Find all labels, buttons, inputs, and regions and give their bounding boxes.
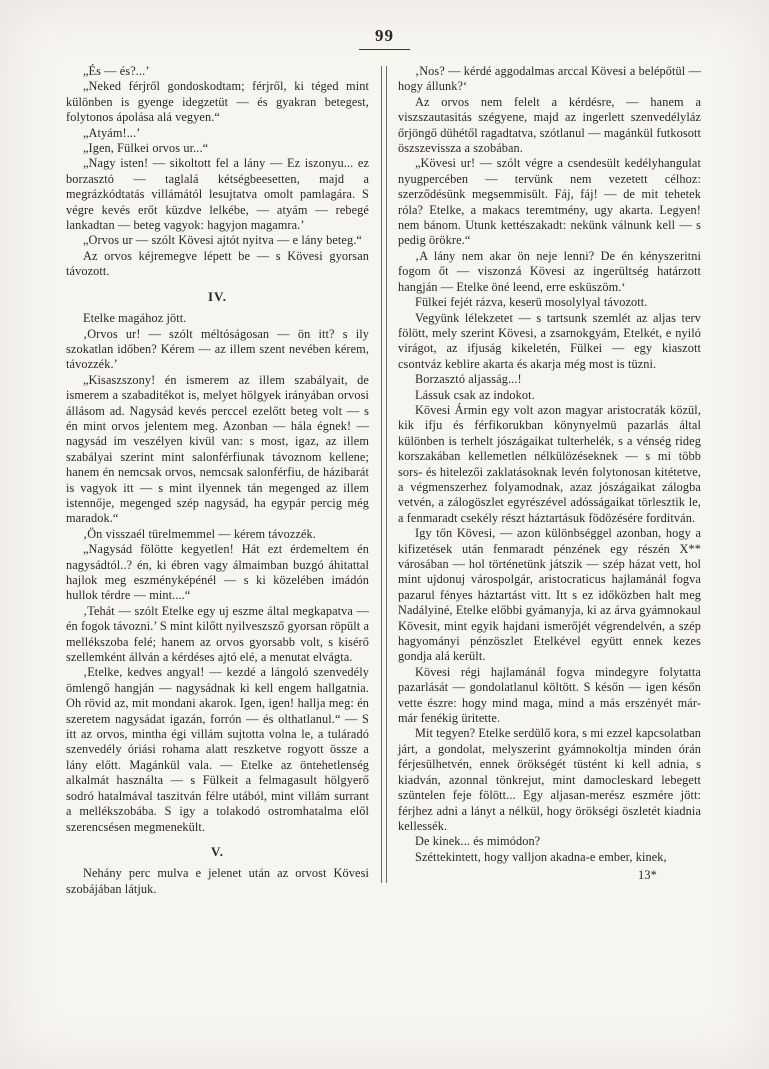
right-column — [398, 64, 701, 897]
paragraph: Nehány perc mulva e jelenet után az orvost Kövesi szobájában látjuk. — [66, 866, 369, 896]
paragraph: „Neked férjről gondoskodtam; férjről, ki téged mint különben is gyenge idegzetüt — és gyakran betegest, folytonos ápolása alá vegyen.“ — [66, 79, 369, 125]
paragraph: „Nagy isten! — sikoltott fel a lány — Ez iszonyu... ez borzasztó — taglalá kétségbeesetten, majd a megrázkódtatás villámától lesujtatva omolt pamlagára. S végre kevés erőt küzdve lelkébe, — atyám — rebegé lankadtan — beteg vagyok: hagyjon magamra.’ — [66, 156, 369, 233]
paragraph: ‚Ön visszaél türelmemmel — kérem távozzék. — [83, 526, 316, 541]
paragraph: Az orvos kéjremegve lépett be — s Kövesi gyorsan távozott. — [66, 248, 369, 279]
paragraph: ‚A lány nem akar ön neje lenni? De én kényszeritni fogom őt — viszonzá Kövesi az ingerültség határzott hangján — Etelke öné leend, erre esküszöm.‘ — [398, 248, 701, 294]
paragraph: „És — és?...’ — [83, 64, 150, 78]
paragraph: ‚Etelke, kedves angyal! — kezdé a lángoló szenvedély ömlengő hangján — nagysádnak ki kell engem hallgatnia. Oh rövid az, mit mondani akarok. Igen, igen! hallja meg: én szeretem nagysádat igazán, forrón — és olthatlanul.“ — S itt az orvos, mintha égi villám sujtotta volna le, a tuláradó szenvedély óriási rohama alatt reszketve rogyott össze a lány előtt. Magánkül vala. — Etelke az öntehetlenség alkalmát használta — s Fülkeit a felmagasult hölgyerő sodró hatalmával taszitván félre utából, mint villám surrant a mellékszobába. S igy a tolakodó ostromhatalma elől szerencsésen megmenekült. — [66, 665, 369, 834]
paragraph: ‚Orvos ur! — szólt méltóságosan — ön itt? s ily szokatlan időben? Kérem — az illem szent nevében kérem, távozzék.’ — [66, 326, 369, 372]
paragraph: ‚Tehát — szólt Etelke egy uj eszme által megkapatva — én fogok távozni.’ S mint kilőtt nyilveszsző gyorsan röpült a mellékszoba felé; hanem az orvos gyorsabb volt, s kisérő szellemként állván a kérdéses ajtó elé, a menutat elvágta. — [66, 603, 369, 665]
paragraph: ‚Nos? — kérdé aggodalmas arccal Kövesi a belépőtül — hogy állunk?‘ — [398, 64, 701, 94]
chapter-heading-v: V. — [211, 843, 224, 859]
left-column — [66, 64, 369, 897]
paragraph: Etelke magához jött. — [83, 311, 187, 326]
paragraph: Fülkei fejét rázva, keserü mosolylyal távozott. — [415, 295, 648, 310]
paragraph: „Kövesi ur! — szólt végre a csendesült kedélyhangulat nyugpercében — tervünk nem vezetett célhoz: szerződésünk megsemmisült. Fáj, fáj! — de mit tehetek róla? Etelke, a makacs teremtmény, ugy akarta. Legyen! nem bánom. Utunk kettészakadt: nekünk válnunk kell — s pedig örökre.“ — [398, 156, 701, 248]
paragraph: „Atyám!...’ — [83, 125, 141, 140]
paragraph: Lássuk csak az indokot. — [415, 387, 535, 402]
paragraph: Mit tegyen? Etelke serdülő kora, s mi ezzel kapcsolatban járt, a gondolat, melyszerint gyámnokoltja minden órán férjesülhetvén, ennek örökségét tüstént ki kell adnia, s kiadván, azonnal tönkrejut, mint damocleskard lebegett szüntelen feje fölött... Egy aljasan-merész eszmére jött: férjhez adni a lányt a nélkül, hogy örökségi öszletét kiadnia kellessék. — [398, 726, 701, 833]
paragraph: „Nagysád fölötte kegyetlen! Hát ezt érdemeltem én nagysádtól..? én, ki ébren vagy álmaimban buzgó áhitattal hajlok meg eszményképénél — s ki közelében imádón hullok térdre — mint....“ — [66, 542, 369, 603]
paragraph: Vegyünk lélekzetet — s tartsunk szemlét az aljas terv fölött, mely szerint Kövesi, a zsarnokgyám, Etelkét, e nyiló virágot, az ifjuság kikeletén, Fülkei — egy kiaszott csontváz keblire akarta és akarja még most is tüzni. — [398, 310, 701, 371]
paragraph: Az orvos nem felelt a kérdésre, — hanem a viszszautasitás szégyene, majd az ingerlett szenvedélyláz őrjöngő dühétől ragadtatva, szótlanul — magánkül futkosott öszszevissza a szobában. — [398, 94, 701, 156]
two-column-text — [0, 50, 769, 897]
column-divider-rule — [381, 66, 387, 883]
paragraph: De kinek... és mimódon? — [415, 834, 541, 849]
paragraph: „Kisaszszony! én ismerem az illem szabályait, de ismerem a szabaditékot is, melyet hölgyek irányában orvosi állásom ad. Nagysád kevés perccel ezelőtt beteg volt — s én mint orvos jelentem meg. Azonban — hála égnek! — nagysád im veszélyen kivül van: s most, igaz, az illem szabályai szerint mint salonférfiunak távoznom kellene; hanem én nemcsak orvos, nemcsak salonférfiu, de házibarát is vagyok itt — s mint ilyennek tán megenged az illem istennője, megenged szép nagysád, ha egypár percig még maradok.“ — [66, 372, 369, 526]
paragraph: Kövesi régi hajlamánál fogva mindegyre folytatta pazarlását — gondolatlanul költött. S későn — igen későn vette észre: hogy mind maga, mind a más erszényét már-már fenékig üritette. — [398, 664, 701, 726]
page-number: 99 — [359, 26, 410, 50]
paragraph: Kövesi Ármin egy volt azon magyar aristocraták közül, kik ifju és férfikorukban könynyelmü pazarlás által különben is terhelt jószágaikat tulterhelék, s a vénség rideg korszakában kellemetlen nélkülözéseknek — s mi több sors- és hitelezői zaklatásoknak levén folytonosan kitétetve, a végmenszerhez folyamodnak, azaz jószágaikat zálogba vetvén, a zálogöszlet egyrészével adósságaikat törlesztik le, a fenmaradt csekély részt háztartásuk födözésére forditván. — [398, 402, 701, 525]
paragraph: „Igen, Fülkei orvos ur...“ — [83, 141, 209, 156]
paragraph: Borzasztó aljasság...! — [415, 372, 522, 387]
paragraph: „Orvos ur — szólt Kövesi ajtót nyitva — e lány beteg.“ — [83, 233, 362, 248]
page-header — [0, 0, 769, 50]
paragraph: Igy tőn Kövesi, — azon különbséggel azonban, hogy a kifizetések után fenmaradt pénzének egy részén X** városában — hol történetünk játszik — szép házat vett, hol mint ujdonuj várospolgár, aristocraticus hajlamánál fogva pazarul fényes háztartást vitt. Itt s ez időközben halt meg Nadályiné, Etelke előbbi gyámanyja, ki az árva gyámnokaul Kövesit, mint egyik hajdani ismerőjét végrendelvén, a szép hagyományi pénzöszlet Etelkével együtt ennek kezes gondja alá került. — [398, 526, 701, 664]
paragraph: Széttekintett, hogy valljon akadna-e ember, kinek, — [415, 849, 667, 864]
signature-mark: 13* — [637, 868, 657, 883]
chapter-heading-iv: IV. — [207, 288, 228, 304]
